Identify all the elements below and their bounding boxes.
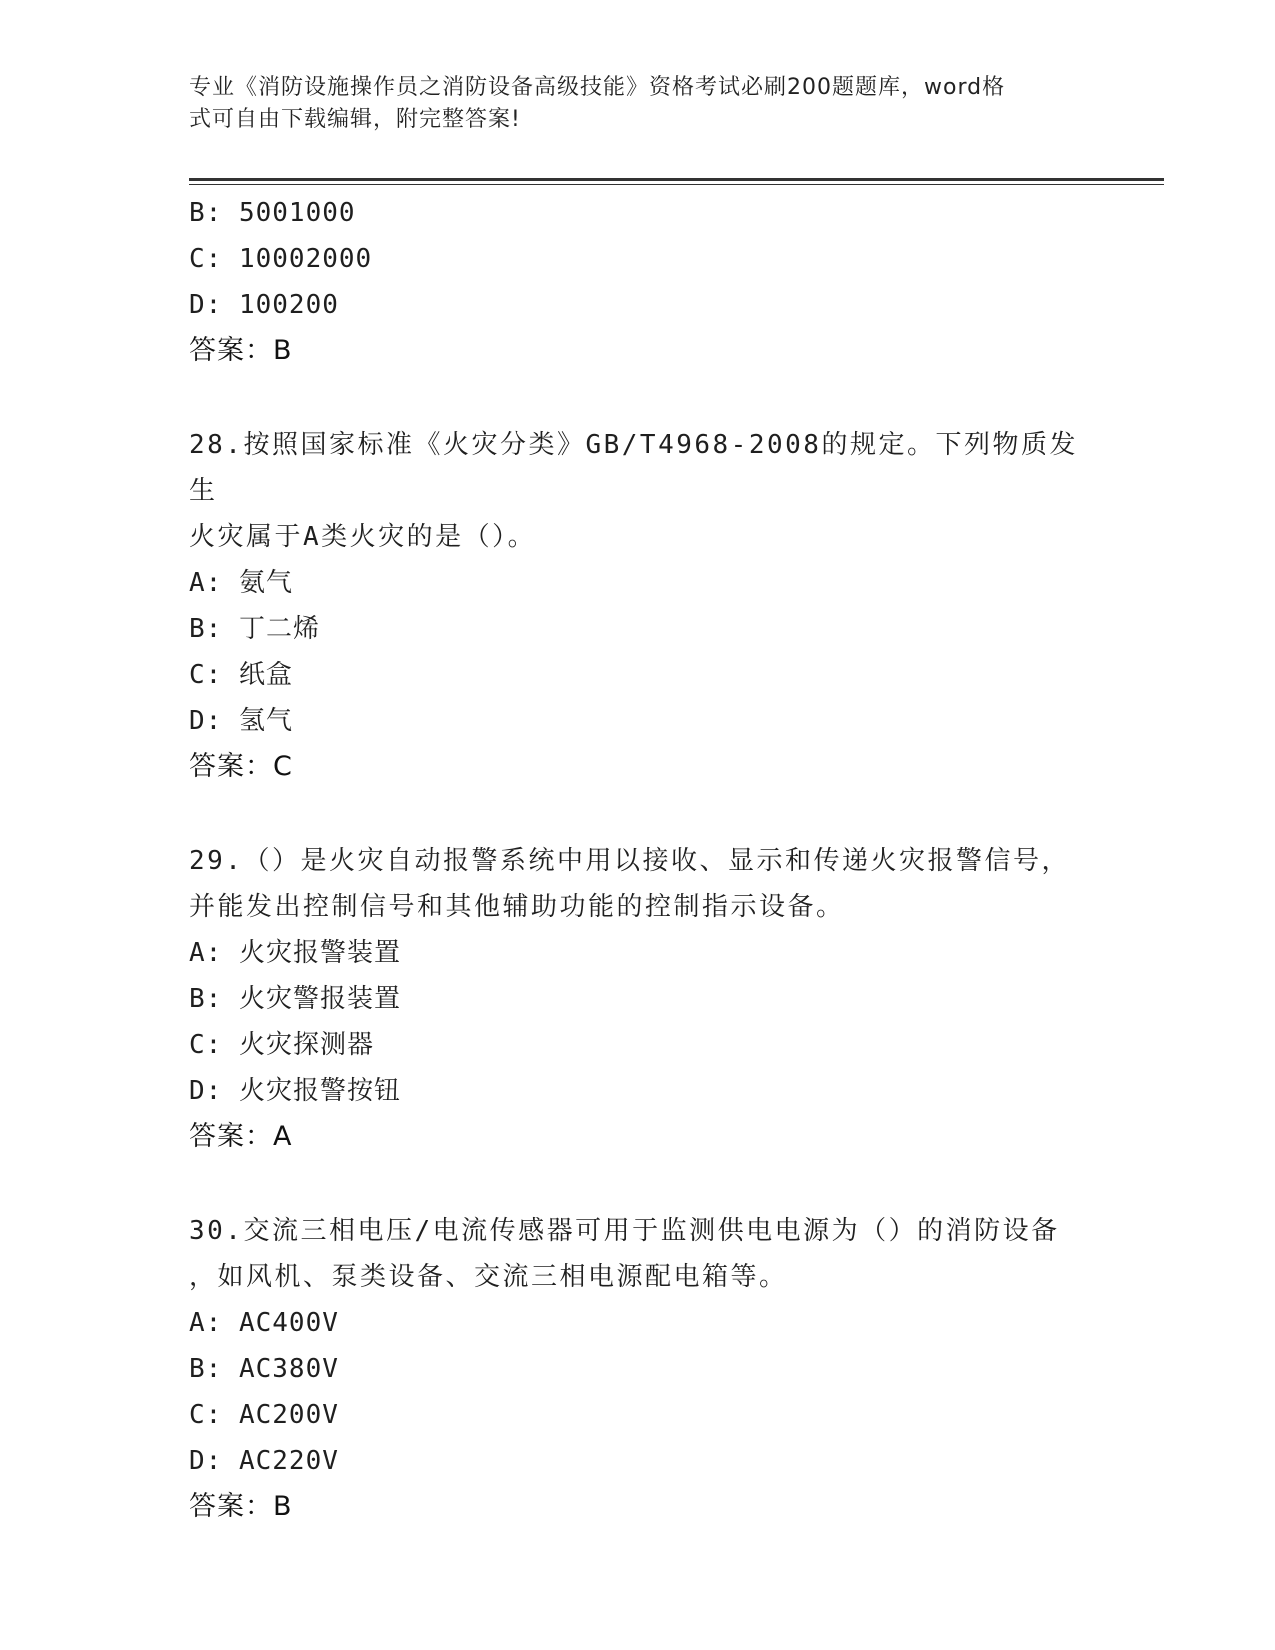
q27-option-b: B: 5001000 xyxy=(189,198,356,228)
q29-option-a: A: 火灾报警装置 xyxy=(189,938,401,968)
q30-option-b: B: AC380V xyxy=(189,1354,339,1384)
q27-option-d: D: 100200 xyxy=(189,290,339,320)
q27-option-c: C: 10002000 xyxy=(189,244,373,274)
header-intro-line-2: 式可自由下载编辑，附完整答案! xyxy=(189,107,521,132)
q28-option-c: C: 纸盒 xyxy=(189,660,293,690)
question-29 xyxy=(189,838,1084,1160)
header-intro-line-1: 专业《消防设施操作员之消防设备高级技能》资格考试必刷200题题库，word格 xyxy=(189,75,1006,100)
q28-answer: 答案：C xyxy=(189,751,293,782)
spacer xyxy=(189,1160,1084,1208)
q29-stem-line-1: 29.（）是火灾自动报警系统中用以接收、显示和传递火灾报警信号， xyxy=(189,846,1070,876)
q28-stem-line-1: 28.按照国家标准《火灾分类》GB/T4968-2008的规定。下列物质发生 xyxy=(189,430,1078,506)
q30-option-d: D: AC220V xyxy=(189,1446,339,1476)
question-27-tail xyxy=(189,190,1084,374)
q28-option-a: A: 氨气 xyxy=(189,568,293,598)
question-list xyxy=(189,190,1084,1530)
header-divider-thin xyxy=(189,184,1164,185)
q29-answer: 答案：A xyxy=(189,1121,293,1152)
q29-stem-line-2: 并能发出控制信号和其他辅助功能的控制指示设备。 xyxy=(189,892,845,922)
spacer xyxy=(189,790,1084,838)
question-30 xyxy=(189,1208,1084,1530)
q29-option-c: C: 火灾探测器 xyxy=(189,1030,374,1060)
document-header xyxy=(189,72,1069,136)
question-28 xyxy=(189,422,1084,790)
q30-option-c: C: AC200V xyxy=(189,1400,339,1430)
spacer xyxy=(189,374,1084,422)
q28-option-b: B: 丁二烯 xyxy=(189,614,320,644)
q30-answer: 答案：B xyxy=(189,1491,293,1522)
header-divider-thick xyxy=(189,178,1164,181)
q27-answer: 答案：B xyxy=(189,335,293,366)
q30-stem-line-1: 30.交流三相电压/电流传感器可用于监测供电电源为（）的消防设备 xyxy=(189,1216,1060,1246)
q28-option-d: D: 氢气 xyxy=(189,706,293,736)
q29-option-b: B: 火灾警报装置 xyxy=(189,984,401,1014)
q30-stem-line-2: ，如风机、泵类设备、交流三相电源配电箱等。 xyxy=(189,1262,788,1292)
q29-option-d: D: 火灾报警按钮 xyxy=(189,1076,401,1106)
q30-option-a: A: AC400V xyxy=(189,1308,339,1338)
q28-stem-line-2: 火灾属于A类火灾的是（）。 xyxy=(189,522,537,552)
